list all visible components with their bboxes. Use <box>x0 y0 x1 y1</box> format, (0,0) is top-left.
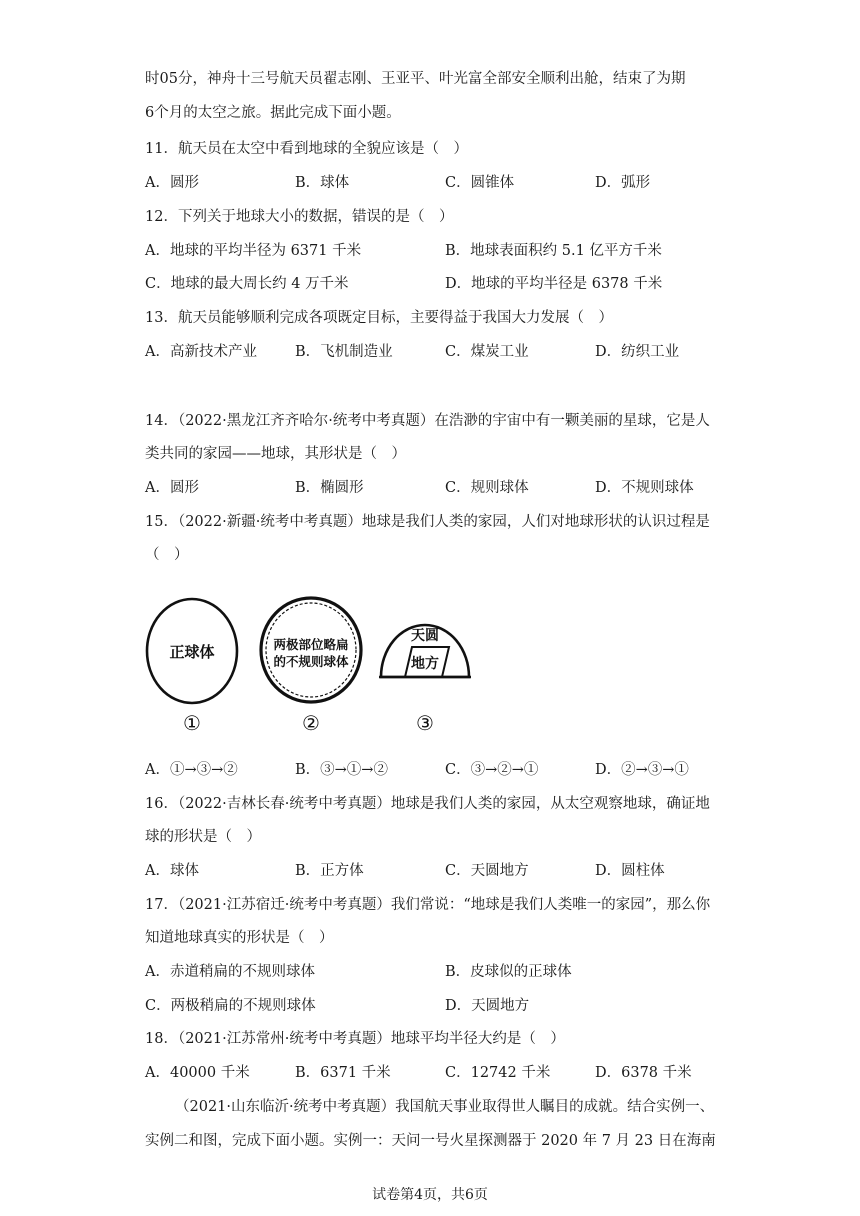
intro-line-1: 时05分，神舟十三号航天员翟志刚、王亚平、叶光富全部安全顺利出舱，结束了为期 <box>145 71 686 87</box>
figure-irregular-label-2: 的不规则球体 <box>273 654 349 669</box>
figure-number-2: ② <box>302 711 320 735</box>
q15-option-d: D．②→③→① <box>595 762 689 778</box>
q15-stem-line-1: 15．（2022·新疆·统考中考真题）地球是我们人类的家园，人们对地球形状的认识过程是 <box>145 514 710 530</box>
page-footer: 试卷第4页，共6页 <box>372 1187 488 1203</box>
q12-option-a: A．地球的平均半径为 6371 千米 <box>145 243 362 259</box>
q15-stem-line-2: （ ） <box>145 547 189 563</box>
q13-option-a: A．高新技术产业 <box>145 344 257 360</box>
q14-option-a: A．圆形 <box>145 480 199 496</box>
q17-stem-line-2: 知道地球真实的形状是（ ） <box>145 930 334 946</box>
q14-option-c: C．规则球体 <box>445 480 529 496</box>
q11-option-b: B．球体 <box>295 175 350 191</box>
q11-option-c: C．圆锥体 <box>445 175 515 191</box>
q18-option-d: D．6378 千米 <box>595 1065 692 1081</box>
figure-round-sky-square-earth <box>379 625 471 735</box>
q13-option-c: C．煤炭工业 <box>445 344 529 360</box>
q14-option-d: D．不规则球体 <box>595 480 694 496</box>
earth-shape-figure <box>145 595 485 745</box>
figure-earth-label: 地方 <box>411 656 439 672</box>
q18-stem: 18．（2021·江苏常州·统考中考真题）地球平均半径大约是（ ） <box>145 1031 565 1047</box>
q14-option-b: B．椭圆形 <box>295 480 364 496</box>
figure-number-1: ① <box>183 711 201 735</box>
figure-irregular-sphere <box>261 598 361 735</box>
q18-option-c: C．12742 千米 <box>445 1065 551 1081</box>
q13-stem: 13．航天员能够顺利完成各项既定目标，主要得益于我国大力发展（ ） <box>145 310 613 326</box>
q15-option-b: B．③→①→② <box>295 762 388 778</box>
q16-stem-line-1: 16．（2022·吉林长春·统考中考真题）地球是我们人类的家园，从太空观察地球，确证地 <box>145 796 710 812</box>
figure-sphere-label: 正球体 <box>169 643 215 661</box>
q13-option-b: B．飞机制造业 <box>295 344 393 360</box>
q18-option-a: A．40000 千米 <box>145 1065 250 1081</box>
q16-option-a: A．球体 <box>145 863 199 879</box>
q12-option-c: C．地球的最大周长约 4 万千米 <box>145 276 349 292</box>
q14-stem-line-1: 14．（2022·黑龙江齐齐哈尔·统考中考真题）在浩渺的宇宙中有一颗美丽的星球，它是人 <box>145 413 710 429</box>
q17-stem-line-1: 17．（2021·江苏宿迁·统考中考真题）我们常说：“地球是我们人类唯一的家园”，那么你 <box>145 897 711 913</box>
figure-sphere <box>147 599 237 735</box>
q16-option-d: D．圆柱体 <box>595 863 665 879</box>
q14-stem-line-2: 类共同的家园——地球，其形状是（ ） <box>145 446 406 462</box>
passage-line-2: 实例二和图，完成下面小题。实例一：天问一号火星探测器于 2020 年 7 月 23 日在海南 <box>145 1133 716 1149</box>
q16-option-c: C．天圆地方 <box>445 863 529 879</box>
q12-option-b: B．地球表面积约 5.1 亿平方千米 <box>445 243 662 259</box>
intro-line-2: 6个月的太空之旅。据此完成下面小题。 <box>145 105 401 121</box>
q17-option-a: A．赤道稍扁的不规则球体 <box>145 964 315 980</box>
q17-option-d: D．天圆地方 <box>445 998 530 1014</box>
q12-stem: 12．下列关于地球大小的数据，错误的是（ ） <box>145 209 454 225</box>
q16-stem-line-2: 球的形状是（ ） <box>145 829 261 845</box>
q16-option-b: B．正方体 <box>295 863 364 879</box>
q18-option-b: B．6371 千米 <box>295 1065 391 1081</box>
figure-number-3: ③ <box>416 711 434 735</box>
q15-option-a: A．①→③→② <box>145 762 238 778</box>
q15-option-c: C．③→②→① <box>445 762 539 778</box>
q11-option-d: D．弧形 <box>595 175 651 191</box>
q17-option-b: B．皮球似的正球体 <box>445 964 572 980</box>
passage-line-1: （2021·山东临沂·统考中考真题）我国航天事业取得世人瞩目的成就。结合实例一、 <box>175 1099 715 1115</box>
q17-option-c: C．两极稍扁的不规则球体 <box>145 998 316 1014</box>
q12-option-d: D．地球的平均半径是 6378 千米 <box>445 276 663 292</box>
figure-irregular-label-1: 两极部位略扁 <box>273 637 349 652</box>
q11-stem: 11．航天员在太空中看到地球的全貌应该是（ ） <box>145 141 468 157</box>
q11-option-a: A．圆形 <box>145 175 199 191</box>
q13-option-d: D．纺织工业 <box>595 344 680 360</box>
figure-sky-label: 天圆 <box>411 628 439 644</box>
